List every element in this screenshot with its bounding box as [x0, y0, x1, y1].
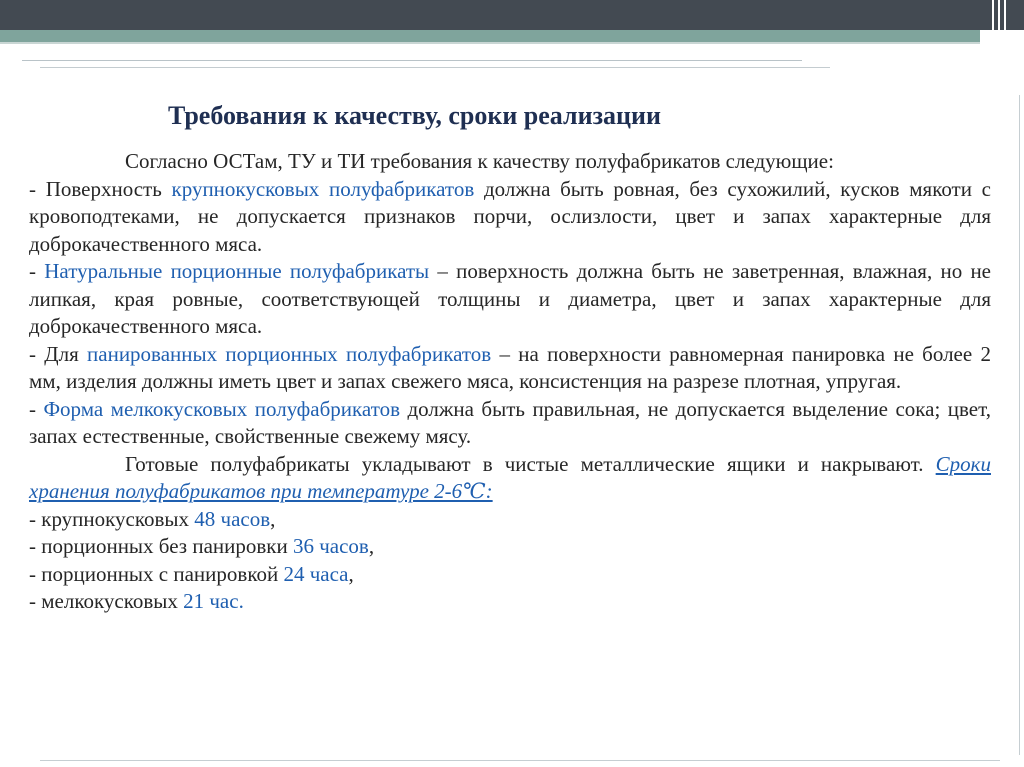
frame-line-top	[22, 60, 802, 61]
frame-line-bottom	[40, 760, 1000, 761]
item-highlight: Форма мелкокусковых полуфабрикатов	[43, 396, 401, 421]
term-item	[29, 588, 991, 616]
term-tail: ,	[348, 561, 354, 586]
header-stripe-light	[0, 42, 980, 44]
item-text: – на поверхности равномерная панировка не более 2 мм, изделия должны иметь цвет и запах свежего мяса, консистенция на разрезе плотная, упругая.	[29, 341, 991, 393]
term-tail: ,	[270, 506, 276, 531]
item-highlight: Натуральные порционные полуфабрикаты	[44, 259, 430, 283]
requirement-item	[29, 176, 991, 259]
term-label: - крупнокусковых	[29, 506, 195, 531]
term-value: 21 час.	[183, 589, 244, 613]
term-item	[29, 533, 991, 561]
intro-paragraph: Согласно ОСТам, ТУ и ТИ требования к качеству полуфабрикатов следующие:	[125, 149, 834, 173]
term-value: 48 часов	[194, 506, 271, 531]
storage-paragraph	[29, 451, 991, 506]
term-value: 24 часа	[283, 561, 349, 586]
item-text: должна быть правильная, не допускается выделение сока; цвет, запах естественные, свойственные свежему мясу.	[29, 396, 991, 448]
term-label: - мелкокусковых	[29, 589, 184, 613]
requirement-item	[29, 396, 991, 451]
term-label: - порционных без панировки	[29, 534, 293, 558]
item-dash: -	[29, 396, 44, 421]
header-bar	[0, 0, 1024, 30]
requirement-item	[29, 258, 991, 341]
term-tail: ,	[368, 534, 375, 558]
item-dash: - Поверхность	[29, 176, 172, 201]
term-item	[29, 506, 991, 534]
storage-text: Готовые полуфабрикаты укладывают в чистые металлические ящики и накрывают.	[125, 451, 936, 476]
frame-line-right	[1019, 95, 1020, 755]
term-label: - порционных с панировкой	[29, 561, 284, 586]
header-stripe	[0, 30, 980, 42]
item-dash: -	[29, 259, 45, 283]
term-value: 36 часов	[292, 534, 369, 558]
decorative-lines	[992, 0, 1010, 100]
item-highlight: крупнокусковых полуфабрикатов	[171, 176, 475, 201]
storage-terms-link[interactable]: Сроки хранения полуфабрикатов при температуре 2-6℃:	[29, 451, 991, 503]
slide-body	[29, 148, 991, 616]
item-highlight: панированных порционных полуфабрикатов	[87, 341, 492, 366]
requirement-item	[29, 341, 991, 396]
item-text: должна быть ровная, без сухожилий, кусков мякоти с кровоподтеками, не допускается признаков порчи, ослизлости, цвет и запах характерные для доброкачественного мяса.	[29, 176, 991, 256]
slide-title: Требования к качеству, сроки реализации	[168, 101, 661, 130]
term-item	[29, 561, 991, 589]
frame-line-top-inner	[40, 67, 830, 68]
item-dash: - Для	[29, 341, 88, 366]
item-text: – поверхность должна быть не заветренная, влажная, но не липкая, края ровные, соответствующей толщины и диаметра, цвет и запах характерные для доброкачественного мяса.	[29, 259, 992, 338]
